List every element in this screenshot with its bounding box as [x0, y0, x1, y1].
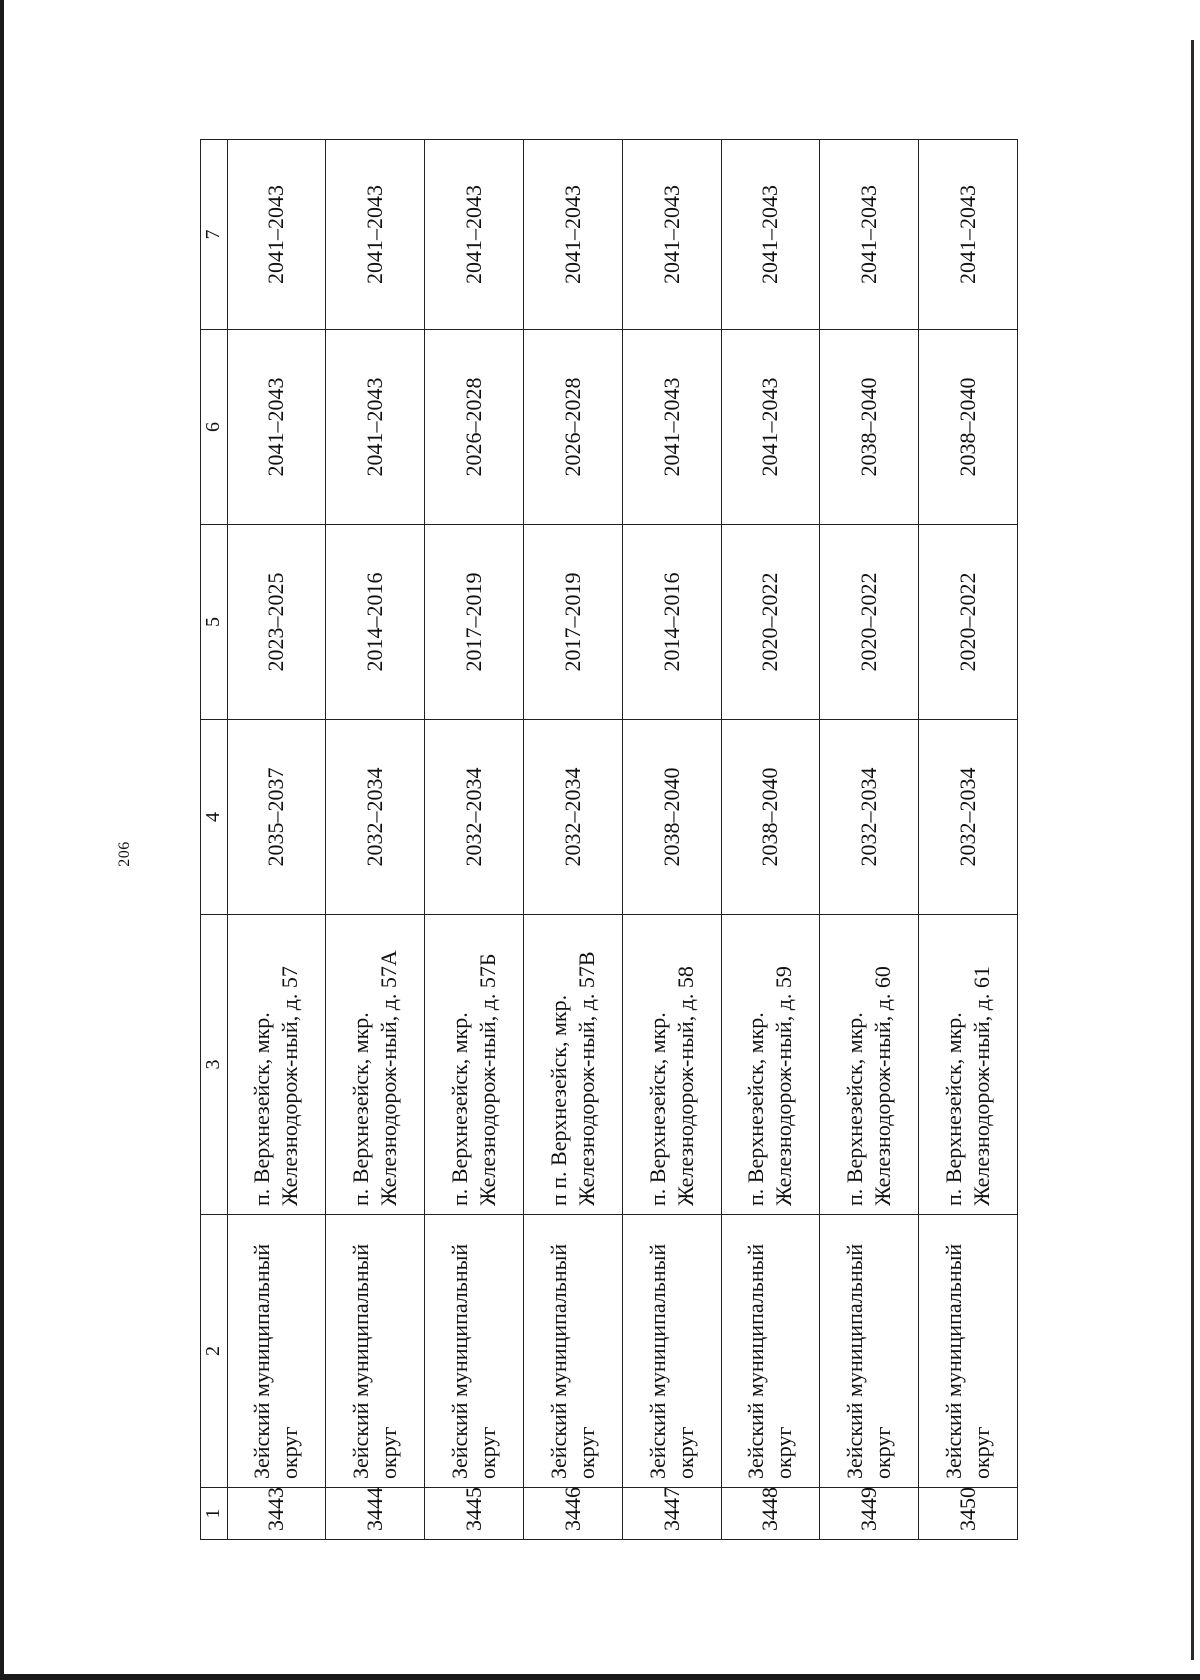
period-cell-4: 2038–2040	[721, 720, 820, 915]
district-cell: Зейский муниципальный округ	[425, 1215, 524, 1488]
row-id: 3449	[820, 1488, 919, 1540]
scan-edge-bottom	[0, 1674, 1200, 1680]
district-cell: Зейский муниципальный округ	[326, 1215, 425, 1488]
period-cell-7: 2041–2043	[425, 140, 524, 330]
period-cell-4: 2032–2034	[523, 720, 622, 915]
district-cell: Зейский муниципальный округ	[721, 1215, 820, 1488]
period-cell-6: 2026–2028	[523, 330, 622, 525]
period-cell-5: 2014–2016	[326, 525, 425, 720]
address-cell: п. Верхнезейск, мкр. Железнодорож-ный, д. 57Б	[425, 915, 524, 1215]
period-cell-6: 2026–2028	[425, 330, 524, 525]
period-cell-5: 2017–2019	[523, 525, 622, 720]
row-id: 3450	[919, 1488, 1018, 1540]
period-cell-5: 2020–2022	[721, 525, 820, 720]
column-header-1: 1	[201, 1488, 228, 1540]
period-cell-5: 2023–2025	[227, 525, 326, 720]
period-cell-7: 2041–2043	[326, 140, 425, 330]
period-cell-7: 2041–2043	[227, 140, 326, 330]
period-cell-5: 2020–2022	[919, 525, 1018, 720]
page-number: 206	[115, 841, 133, 867]
district-cell: Зейский муниципальный округ	[622, 1215, 721, 1488]
period-cell-4: 2032–2034	[425, 720, 524, 915]
period-cell-4: 2032–2034	[820, 720, 919, 915]
district-cell: Зейский муниципальный округ	[227, 1215, 326, 1488]
address-cell: п. Верхнезейск, мкр. Железнодорож-ный, д. 57	[227, 915, 326, 1215]
period-cell-7: 2041–2043	[523, 140, 622, 330]
period-cell-6: 2041–2043	[227, 330, 326, 525]
period-cell-4: 2038–2040	[622, 720, 721, 915]
table-row	[919, 140, 1018, 1540]
row-id: 3445	[425, 1488, 524, 1540]
column-header-6: 6	[201, 330, 228, 525]
district-cell: Зейский муниципальный округ	[820, 1215, 919, 1488]
column-header-7: 7	[201, 140, 228, 330]
column-header-5: 5	[201, 525, 228, 720]
period-cell-6: 2041–2043	[622, 330, 721, 525]
rotated-table-container	[200, 140, 1018, 1540]
table-row	[622, 140, 721, 1540]
period-cell-6: 2041–2043	[326, 330, 425, 525]
table-row	[523, 140, 622, 1540]
period-cell-6: 2041–2043	[721, 330, 820, 525]
row-id: 3448	[721, 1488, 820, 1540]
table-row	[326, 140, 425, 1540]
period-cell-7: 2041–2043	[919, 140, 1018, 330]
row-id: 3444	[326, 1488, 425, 1540]
address-cell: п. Верхнезейск, мкр. Железнодорож-ный, д. 57А	[326, 915, 425, 1215]
period-cell-5: 2020–2022	[820, 525, 919, 720]
table-row	[425, 140, 524, 1540]
address-cell: п. Верхнезейск, мкр. Железнодорож-ный, д. 61	[919, 915, 1018, 1215]
period-cell-4: 2035–2037	[227, 720, 326, 915]
scan-edge-right	[1191, 40, 1194, 1660]
district-cell: Зейский муниципальный округ	[919, 1215, 1018, 1488]
table-row	[820, 140, 919, 1540]
address-cell: п. Верхнезейск, мкр. Железнодорож-ный, д. 59	[721, 915, 820, 1215]
period-cell-6: 2038–2040	[820, 330, 919, 525]
district-cell: Зейский муниципальный округ	[523, 1215, 622, 1488]
column-header-2: 2	[201, 1215, 228, 1488]
period-cell-7: 2041–2043	[820, 140, 919, 330]
row-id: 3443	[227, 1488, 326, 1540]
period-cell-7: 2041–2043	[721, 140, 820, 330]
row-id: 3446	[523, 1488, 622, 1540]
address-cell: п. Верхнезейск, мкр. Железнодорож-ный, д. 58	[622, 915, 721, 1215]
column-header-4: 4	[201, 720, 228, 915]
period-cell-7: 2041–2043	[622, 140, 721, 330]
period-cell-5: 2017–2019	[425, 525, 524, 720]
period-cell-5: 2014–2016	[622, 525, 721, 720]
period-cell-4: 2032–2034	[326, 720, 425, 915]
table-header-row	[201, 140, 228, 1540]
scan-edge-left	[0, 0, 4, 1680]
table-row	[227, 140, 326, 1540]
row-id: 3447	[622, 1488, 721, 1540]
address-cell: п. Верхнезейск, мкр. Железнодорож-ный, д. 60	[820, 915, 919, 1215]
period-cell-6: 2038–2040	[919, 330, 1018, 525]
address-cell: п п. Верхнезейск, мкр. Железнодорож-ный, д. 57В	[523, 915, 622, 1215]
column-header-3: 3	[201, 915, 228, 1215]
schedule-table	[200, 139, 1018, 1540]
period-cell-4: 2032–2034	[919, 720, 1018, 915]
table-row	[721, 140, 820, 1540]
